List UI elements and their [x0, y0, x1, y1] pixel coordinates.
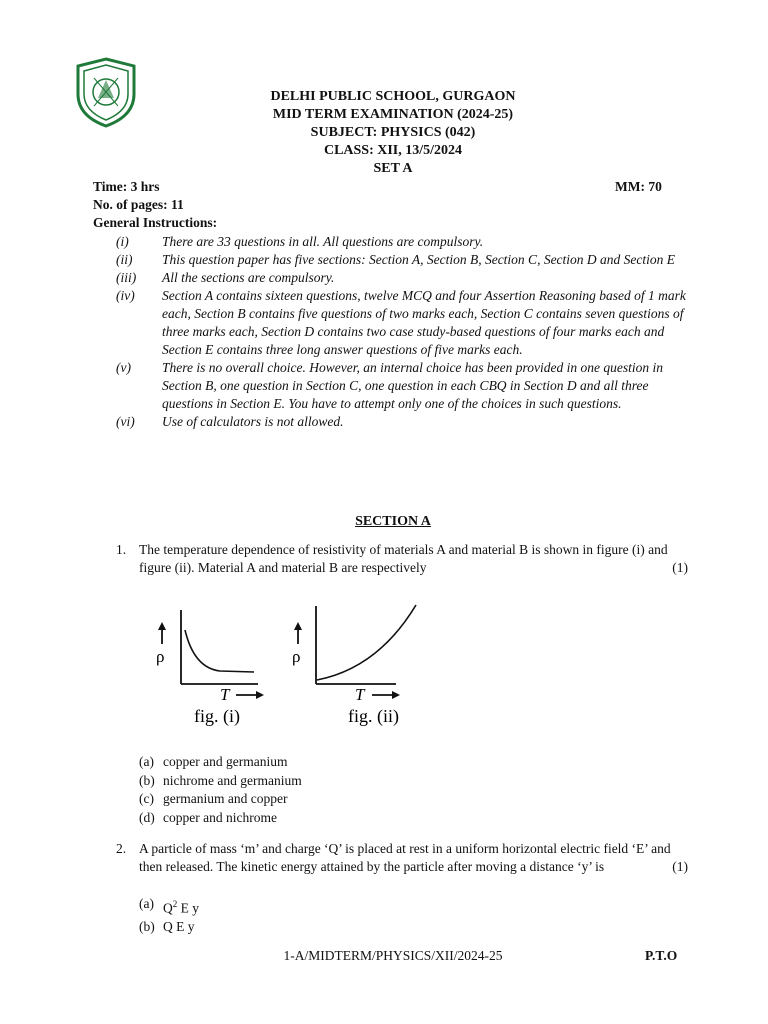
x-axis-symbol: T	[220, 685, 230, 704]
instruction-item	[116, 413, 696, 431]
subject: SUBJECT: PHYSICS (042)	[310, 125, 476, 140]
figure-ii-caption: fig. (ii)	[348, 706, 399, 726]
figure-ii	[292, 605, 416, 727]
question-number: 2.	[116, 841, 127, 856]
option-label: (d)	[139, 809, 155, 825]
option-label: (a)	[139, 896, 154, 911]
figure-i	[156, 610, 264, 727]
option-text: $Q^2$ E y	[163, 899, 199, 916]
option	[139, 753, 302, 772]
question-1	[116, 541, 688, 577]
question-marks: (1)	[672, 560, 688, 575]
instruction-item	[116, 269, 696, 287]
question-1-options	[139, 753, 302, 827]
instruction-number: (vi)	[116, 414, 135, 429]
option-text: Q E y	[163, 919, 195, 934]
instructions-title: General Instructions:	[93, 215, 218, 230]
pto-label: P.T.O	[645, 948, 678, 963]
x-axis-symbol: T	[355, 685, 365, 704]
option-label: (a)	[139, 754, 154, 769]
option-text: copper and germanium	[163, 754, 288, 769]
section-heading: SECTION A	[355, 514, 431, 529]
footer-code: 1-A/MIDTERM/PHYSICS/XII/2024-25	[283, 948, 503, 963]
instruction-number: (iii)	[116, 270, 137, 285]
question-text: A particle of mass ‘m’ and charge ‘Q’ is placed at rest in a uniform horizontal electric field ‘E’ and then released. The kinetic energy attained by the particle after moving a distance ‘y’ is (1)	[139, 841, 688, 874]
option	[139, 790, 302, 809]
instruction-text: There is no overall choice. However, an internal choice has been provided in one question in Section B, one question in Section C, one question in each CBQ in Section D and all three questions in Section E. You have to attempt only one of the choices in such questions.	[162, 360, 664, 411]
resistivity-figure	[150, 600, 430, 730]
option	[139, 809, 302, 828]
option-label: (b)	[139, 772, 155, 788]
question-number: 1.	[116, 542, 127, 557]
instruction-item	[116, 287, 696, 359]
page-count: No. of pages: 11	[93, 197, 184, 212]
instruction-text: All the sections are compulsory.	[162, 270, 335, 285]
instruction-text: Use of calculators is not allowed.	[162, 414, 344, 429]
y-axis-symbol: ρ	[156, 647, 165, 666]
option-text: germanium and copper	[163, 791, 288, 806]
option-text: nichrome and germanium	[163, 772, 302, 788]
instruction-text: This question paper has five sections: Section A, Section B, Section C, Section D and Section E	[162, 252, 676, 267]
question-2	[116, 840, 688, 876]
exam-title: MID TERM EXAMINATION (2024-25)	[272, 107, 514, 122]
option	[139, 895, 199, 918]
y-axis-symbol: ρ	[292, 647, 301, 666]
instruction-number: (v)	[116, 360, 131, 375]
instruction-item	[116, 233, 696, 251]
instruction-text: Section A contains sixteen questions, twelve MCQ and four Assertion Reasoning based of 1 mark each, Section B contains five questions of two marks each, Section C contains seven questions of three marks each, Section D contains two case study-based questions of four marks each and Section E contains three long answer questions of five marks each.	[162, 288, 686, 357]
instruction-number: (iv)	[116, 288, 135, 303]
option-text: copper and nichrome	[163, 809, 277, 825]
school-name: DELHI PUBLIC SCHOOL, GURGAON	[270, 89, 516, 104]
option-label: (b)	[139, 919, 155, 934]
question-text: The temperature dependence of resistivity of materials A and material B is shown in figure (i) and figure (ii). Material A and material B are respectively (1)	[139, 542, 688, 575]
option	[139, 772, 302, 791]
instruction-item	[116, 251, 696, 269]
instruction-item	[116, 359, 696, 413]
instructions-list	[116, 233, 696, 431]
instruction-number: (i)	[116, 234, 129, 249]
set-label: SET A	[373, 161, 413, 176]
instruction-text: There are 33 questions in all. All questions are compulsory.	[162, 234, 484, 249]
time-allowed: Time: 3 hrs	[93, 179, 160, 194]
option-label: (c)	[139, 791, 154, 806]
option	[139, 918, 199, 937]
question-2-options	[139, 895, 199, 937]
class-date: CLASS: XII, 13/5/2024	[323, 143, 463, 158]
question-marks: (1)	[672, 859, 688, 874]
instruction-number: (ii)	[116, 252, 133, 267]
figure-i-caption: fig. (i)	[194, 706, 240, 726]
max-marks: MM: 70	[615, 179, 662, 194]
